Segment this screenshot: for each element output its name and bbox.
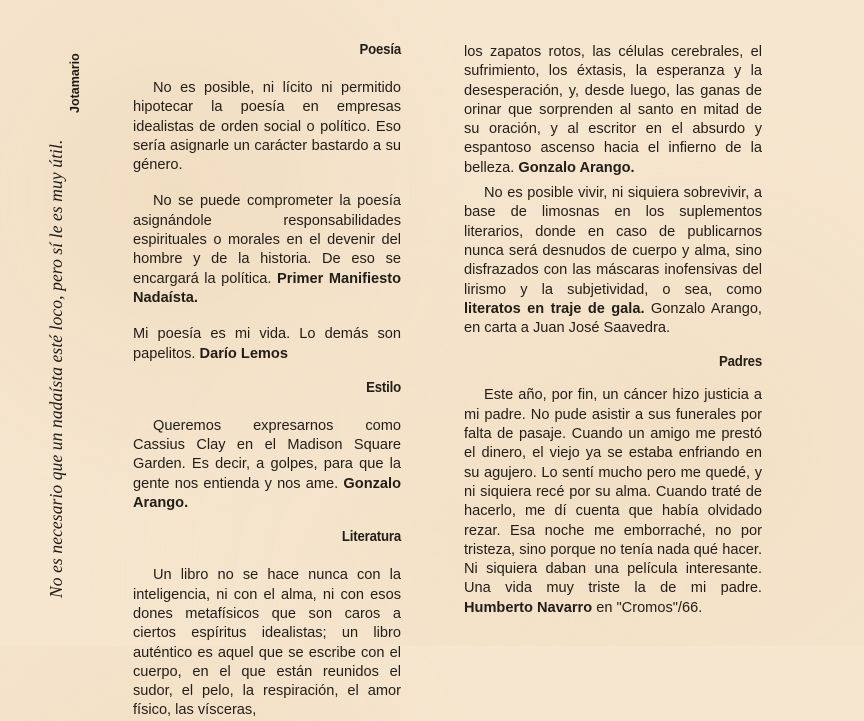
heading-estilo: Estilo	[366, 378, 401, 396]
estilo-paragraph-1	[133, 417, 401, 513]
literatura-paragraph-1-start: Un libro no se hace nunca con la inteligencia, ni con el alma, ni con esos dones metafísicos que son caros a ciertos espíritus idealistas; un libro auténtico es aquel que se escribe con el cuerpo, en el que están reunidos el sudor, el pelo, la respiración, el amor físico, las vísceras,	[133, 567, 401, 719]
estilo-paragraph-1-text: Queremos expresarnos como Cassius Clay en el Madison Square Garden. Es decir, a golpes, para que la gente nos entienda y nos ame.	[133, 417, 401, 492]
poesia-paragraph-3-text: Mi poesía es mi vida. Lo demás son papelitos.	[133, 326, 401, 362]
padres-paragraph-1-source: Humberto Navarro	[464, 599, 593, 616]
poesia-paragraph-2-source: Primer Manifiesto Nadaísta.	[133, 270, 402, 306]
sidebar-quote-area	[0, 0, 110, 646]
padres-paragraph-1-text: Este año, por fin, un cáncer hizo justicia a mi padre. No pude asistir a sus funerales por falta de pasaje. Cuando un amigo me prestó el dinero, el viejo ya se estaba enfriando en su agujero. Lo sentí mucho pero me quedé, y ni siquiera recé por su alma. Cuando traté de hacerlo, me dí cuenta que había olvidado rezar. Esa noche me emborraché, no por tristeza, sino porque no tenía nada qué hacer. Ni siquiera daban una película interesante. Una vida muy triste la de mi padre.	[464, 387, 762, 597]
literatura-paragraph-1-source: Gonzalo Arango.	[518, 159, 635, 176]
literatura-paragraph-1-continued	[464, 43, 762, 178]
poesia-paragraph-3-source: Darío Lemos	[199, 345, 288, 362]
poesia-paragraph-1: No es posible, ni lícito ni permitido hipotecar la poesía en empresas idealistas de orden social o político. Eso sería asignarle un carácter bastardo a su género.	[133, 80, 401, 174]
poesia-paragraph-3	[133, 325, 401, 364]
padres-paragraph-1-source-tail: en "Cromos"/66.	[596, 599, 703, 616]
padres-paragraph-1	[464, 386, 762, 618]
literatura-paragraph-2-text: No es posible vivir, ni siquiera sobrevivir, a base de limosnas en los suplementos literarios, donde en caso de publicarnos nunca será desnudos de cuerpo y alma, sino disfrazados con las máscaras inofensivas del lirismo y la subjetividad, o sea, como	[464, 185, 762, 298]
left-column	[133, 40, 401, 721]
poesia-paragraph-2-text: No se puede comprometer la poesía asignándole responsabilidades espirituales o morales en el devenir del hombre y de la historia. De eso se encargará la política.	[133, 193, 401, 287]
sidebar-quote-author: Jotamario	[68, 53, 82, 113]
estilo-paragraph-1-source: Gonzalo Arango.	[133, 475, 401, 512]
sidebar-quote: No es necesario que un nadaísta esté loco, pero sí le es muy útil.	[46, 139, 66, 598]
poesia-paragraph-2	[133, 192, 401, 308]
literatura-paragraph-2-bold: literatos en traje de gala.	[464, 300, 645, 317]
literatura-paragraph-2-source: Gonzalo Arango, en carta a Juan José Saavedra.	[464, 300, 762, 337]
literatura-paragraph-2	[464, 184, 762, 338]
right-column	[464, 43, 762, 618]
heading-poesia: Poesía	[359, 41, 401, 58]
literatura-paragraph-1-text: los zapatos rotos, las células cerebrales, el sufrimiento, los éxtasis, la esperanza y la desesperación, y, desde luego, las ganas de orinar que sorprenden al santo en mitad de su oración, y al escritor en el absurdo y espantoso ascenso hacia el infierno de la belleza.	[464, 44, 762, 176]
heading-padres: Padres	[719, 353, 762, 371]
heading-literatura: Literatura	[341, 528, 401, 546]
